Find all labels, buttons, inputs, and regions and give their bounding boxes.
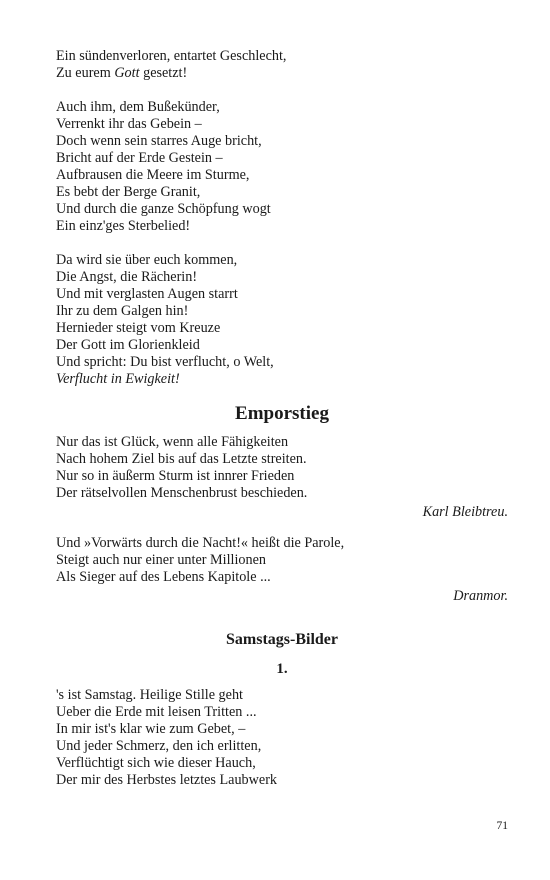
section-number: 1. <box>276 661 288 677</box>
poem-line-part: gesetzt! <box>139 65 188 81</box>
poem-line: Nach hohem Ziel bis auf das Letzte streiten. <box>56 451 307 467</box>
poem-line: Ein sündenverloren, entartet Geschlecht, <box>56 48 287 64</box>
poem-line: Nur so in äußerm Sturm ist innrer Frieden <box>56 468 295 484</box>
section-title-emporstieg: Emporstieg <box>235 403 329 424</box>
poem-line: In mir ist's klar wie zum Gebet, – <box>56 721 246 737</box>
poem-line: Ueber die Erde mit leisen Tritten ... <box>56 704 257 720</box>
poem-line: Ihr zu dem Galgen hin! <box>56 303 189 319</box>
poem-line: Verflüchtigt sich wie dieser Hauch, <box>56 755 256 771</box>
emporstieg-verse-1 <box>56 434 508 502</box>
author-attribution: Dranmor. <box>453 588 508 604</box>
poem-line: Da wird sie über euch kommen, <box>56 252 238 268</box>
poem-line: Und spricht: Du bist verflucht, o Welt, <box>56 354 274 370</box>
stanza-gap <box>56 82 508 99</box>
poem-line: Auch ihm, dem Bußekünder, <box>56 99 220 115</box>
poem1-stanza-c <box>56 252 508 388</box>
poem-line-italic: Gott <box>114 65 140 81</box>
poem-line: Ein einz'ges Sterbelied! <box>56 218 191 234</box>
poem-line-part: Zu eurem <box>56 65 115 81</box>
stanza-gap <box>56 235 508 252</box>
poem-line: Es bebt der Berge Granit, <box>56 184 201 200</box>
author-attribution: Karl Bleibtreu. <box>422 504 508 520</box>
poem-line <box>56 65 508 82</box>
poem1-stanza-b <box>56 99 508 235</box>
page-content <box>56 48 508 789</box>
poem-line-italic: Verflucht in Ewigkeit! <box>56 371 180 387</box>
emporstieg-verse-2 <box>56 535 508 586</box>
poem-line: Hernieder steigt vom Kreuze <box>56 320 221 336</box>
samstag-verse <box>56 687 508 789</box>
poem-line: Und mit verglasten Augen starrt <box>56 286 238 302</box>
poem-line: Und »Vorwärts durch die Nacht!« heißt die Parole, <box>56 535 345 551</box>
poem-line: Und jeder Schmerz, den ich erlitten, <box>56 738 262 754</box>
poem-line: Und durch die ganze Schöpfung wogt <box>56 201 271 217</box>
poem-line: Doch wenn sein starres Auge bricht, <box>56 133 262 149</box>
poem-line: 's ist Samstag. Heilige Stille geht <box>56 687 243 703</box>
poem-line: Der mir des Herbstes letztes Laubwerk <box>56 772 278 788</box>
stanza-gap <box>56 521 508 535</box>
section-title-samstags-bilder: Samstags-Bilder <box>226 631 338 648</box>
poem-line: Aufbrausen die Meere im Sturme, <box>56 167 250 183</box>
poem-line: Nur das ist Glück, wenn alle Fähigkeiten <box>56 434 289 450</box>
poem-line: Steigt auch nur einer unter Millionen <box>56 552 266 568</box>
poem-line: Als Sieger auf des Lebens Kapitole ... <box>56 569 271 585</box>
poem-line: Die Angst, die Rächerin! <box>56 269 198 285</box>
poem-line: Bricht auf der Erde Gestein – <box>56 150 223 166</box>
poem-line: Der Gott im Glorienkleid <box>56 337 200 353</box>
poem1-stanza-a <box>56 48 508 82</box>
page-number: 71 <box>496 820 508 832</box>
poem-line: Der rätselvollen Menschenbrust beschieden. <box>56 485 308 501</box>
poem-line: Verrenkt ihr das Gebein – <box>56 116 202 132</box>
